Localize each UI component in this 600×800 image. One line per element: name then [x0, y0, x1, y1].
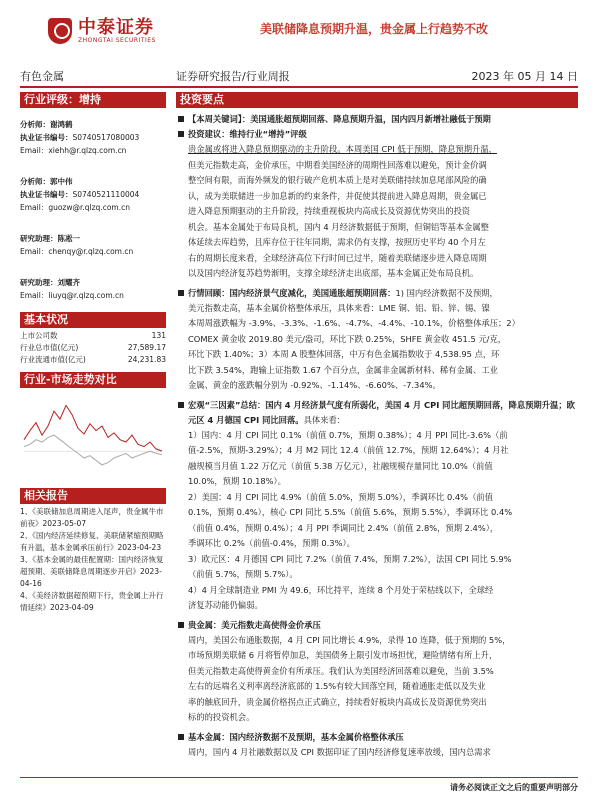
text-line: 但美元指数走高使得黄金价有所承压。我们认为美国经济回落难以避免，当前 3.5%	[188, 665, 494, 676]
email-value[interactable]: chenqy@r.qlzq.com.cn	[48, 247, 134, 256]
trend-chart	[20, 388, 166, 482]
advice-body	[176, 142, 578, 282]
subheader	[20, 68, 578, 82]
keywords-text: 【本周关键词】：美国通胀超预期回落、降息预期升温，国内四月新增社融低于预期	[188, 114, 491, 124]
bullet-advice	[176, 127, 578, 142]
text-line: 季调环比 0.2%（前值-0.4%，预期 0.3%）。	[188, 538, 355, 548]
report-link[interactable]: 4、《美经济数据超预期下行，贵金属上升行情延续》2023-04-09	[20, 591, 164, 612]
assistant-email	[20, 289, 166, 302]
cert-value: S0740521110004	[72, 190, 140, 199]
report-link[interactable]: 1、《美联储加息周期进入尾声，贵金属牛市前夜》2023-05-07	[20, 507, 164, 528]
text-line: 以及国内经济复苏趋势渐明，支撑全球经济走出底部，基本金属正处布局良机。	[188, 268, 479, 278]
left-column	[20, 92, 166, 614]
analyst-cert	[20, 188, 166, 201]
basic-value: 131	[151, 331, 166, 340]
bullet-base	[176, 730, 578, 745]
text-line: 融规模当月值 1.22 万亿元（前值 5.38 万亿元），社融规模存量同比 10.0%（前值	[188, 460, 493, 471]
text-line: 认，成为美联储进一步加息新的约束条件，并促使其提前进入降息周期，贵金属已	[188, 190, 487, 201]
basic-value: 24,231.83	[127, 355, 166, 364]
analyst-block	[20, 118, 166, 302]
logo-cn: 中泰证券	[78, 16, 154, 38]
assistant-email	[20, 245, 166, 258]
text-line: 2）美国：4 月 CPI 同比 4.9%（前值 5.0%，预期 5.0%），季调环比 0.4%（前值	[188, 491, 493, 502]
text-line: 市场预期美联储 6 月将暂停加息，美国债务上限引发市场担忧，避险情绪有所上升，	[188, 650, 498, 660]
section-bar: 投资要点	[176, 92, 578, 108]
macro-body	[176, 428, 578, 614]
text-line: 但美元指数走高，金价承压，中期看美国经济的周期性回落难以避免，预计金价调	[188, 159, 487, 170]
analyst-email	[20, 144, 166, 157]
basic-value: 27,589.17	[127, 343, 166, 352]
email-label: Email：	[20, 146, 49, 155]
report-link[interactable]: 2、《国内经济延续修复、美联储紧缩预期略有升温，基本金属承压前行》2023-04-23	[20, 531, 164, 552]
text-line: 周内，美国公布通胀数据，4 月 CPI 同比增长 4.9%，录得 10 连降，低于预期的 5%，	[188, 634, 511, 645]
footer-disclaimer: 请务必阅读正文之后的重要声明部分	[450, 783, 578, 792]
brand-logo	[48, 18, 156, 44]
text-line: 金属、黄金的涨跌幅分别为 -0.92%、-1.14%、-6.60%、-7.34%。	[188, 380, 441, 390]
text-line: 3）欧元区：4 月德国 CPI 同比 7.2%（前值 7.4%，预期 7.2%），法国 CPI 同比 5.9%	[188, 553, 512, 564]
email-value[interactable]: guozw@r.qlzq.com.cn	[48, 203, 130, 212]
assistant-name: 研究助理：刘耀齐	[20, 278, 80, 287]
text-line: 贵金属或将进入降息预期驱动的主升阶段。本周美国 CPI 低于预期，降息预期升温，	[188, 144, 497, 154]
email-value[interactable]: xiehh@r.qlzq.com.cn	[48, 146, 127, 155]
text-line: 值-2.5%，预期-3.29%）；4 月 M2 同比 12.4（前值 12.7%，预期 12.64%）；4 月社	[188, 445, 509, 455]
bullet-precious	[176, 618, 578, 633]
bullet-keywords	[176, 112, 578, 127]
text-line: 体延续去库趋势，且库存位于往年同期，需求仍有支撑，按照历史平均 40 个月左	[188, 237, 486, 247]
text-line: 比下跌 3.54%，跑输上证指数 1.67 个百分点，金属非金属新材料、稀有金属、工业	[188, 364, 498, 375]
basic-key: 上市公司数	[20, 331, 58, 340]
header-rule	[20, 86, 578, 88]
right-column	[176, 92, 578, 760]
industry: 有色金属	[20, 70, 64, 83]
basic-key: 行业流通市值(亿元)	[20, 355, 86, 364]
text-line: COMEX 黄金收 2019.80 美元/盎司，环比下跌 0.25%，SHFE 黄金收 451.5 元/克，	[188, 333, 507, 344]
series-line-1	[24, 435, 162, 465]
trend-chart-svg	[20, 388, 166, 482]
text-line: 率的触底回升，贵金属价格拐点正式确立，持续看好板块内高成长及资源优势突出	[188, 696, 487, 707]
bullet-macro	[176, 398, 578, 428]
text-line: 0.1%，预期 0.4%），核心 CPI 同比 5.5%（前值 5.6%，预期 5.5%），季调环比 0.4%	[188, 507, 513, 517]
report-date: 2023 年 05 月 14 日	[471, 70, 578, 83]
cert-label: 执业证书编号：	[20, 190, 73, 199]
text-line: 美元指数走高，基本金属价格整体承压，具体来看：LME 铜、铝、铅、锌、锡、镍	[188, 302, 490, 313]
text-line: 1）国内：4 月 CPI 同比 0.1%（前值 0.7%，预期 0.38%）；4 月 PPI 同比-3.6%（前	[188, 429, 508, 440]
reports-bar: 相关报告	[20, 488, 166, 504]
email-label: Email：	[20, 247, 49, 256]
series-line-0	[24, 405, 162, 451]
text-line: （前值 0.4%，预期 0.4%）；4 月 PPI 季调同比 2.4%（前值 2.8%，预期 2.4%），	[188, 522, 499, 533]
analyst-cert	[20, 131, 166, 144]
precious-title: 贵金属：美元指数走高使得金价承压	[188, 619, 321, 630]
text-line: 机会。基本金属处于布局良机，国内 4 月经济数据低于预期，但铜铝等基本金属整	[188, 221, 489, 232]
email-value[interactable]: liuyq@r.qlzq.com.cn	[48, 291, 124, 300]
text-line: 标的的投资机会。	[188, 712, 255, 722]
email-label: Email：	[20, 291, 49, 300]
footer-rule	[20, 777, 578, 778]
chart-bar: 行业-市场走势对比	[20, 372, 166, 388]
text-line: 左右的远端名义利率离经济底部的 1.5%有较大回落空间，随着通胀走低以及失业	[188, 681, 486, 691]
text-line: 整空间有限，而海外频发的银行破产危机本质上是对美联储持续加息尾部风险的确	[188, 175, 487, 185]
report-link[interactable]: 3、《基本金属的最佳配置期：国内经济恢复超预期、美联储降息周期逐步开启》2023-04-16	[20, 555, 164, 588]
basic-row	[20, 330, 166, 342]
bullet-market	[176, 286, 578, 301]
basic-bar: 基本状况	[20, 312, 166, 328]
text-line: 右的周期长度来看，全球经济高位下行时间已过半，随着美联储逐步进入降息周期	[188, 252, 487, 263]
related-reports	[20, 506, 166, 614]
market-title: 行情回顾：国内经济景气度减化，美国通胀超预期回落：	[188, 287, 396, 298]
text-line: 本周周涨跌幅为 -3.9%、-3.3%、-1.6%、-4.7%、-4.4%、-10.1%，价格整体承压；2）	[188, 318, 520, 328]
cert-value: S0740517080003	[72, 133, 140, 142]
analyst-name: 分析师：郭中伟	[20, 177, 73, 186]
macro-title: 宏观“三因素”总结：国内 4 月经济景气度有所弱化，美国 4 月 CPI 同比超预期回落，降息预期升温；欧元区 4 月德国 CPI 同比回落。	[188, 399, 575, 425]
assistant-name: 研究助理：陈凇一	[20, 234, 80, 243]
macro-tail: 具体来看：	[303, 414, 346, 425]
logo-mark-icon	[48, 18, 72, 44]
text-line: 济复苏动能仍偏弱。	[188, 600, 263, 610]
report-type: 证券研究报告/行业周报	[176, 70, 290, 83]
page-header	[0, 0, 600, 60]
analyst-name: 分析师：谢鸿鹤	[20, 120, 73, 129]
text-line: 4）4 月全球制造业 PMI 为 49.6，环比持平，连续 8 个月处于荣枯线以下，全球经	[188, 584, 494, 595]
basic-row	[20, 354, 166, 366]
basic-table	[20, 330, 166, 366]
report-title: 美联储降息预期升温，贵金属上行趋势不改	[260, 22, 489, 36]
text-line: 周内，国内 4 月社融数据以及 CPI 数据印证了国内经济修复速率放缓，国内总需求	[188, 746, 491, 757]
basic-row	[20, 342, 166, 354]
cert-label: 执业证书编号：	[20, 133, 73, 142]
advice-text: 投资建议：维持行业“增持”评级	[188, 129, 307, 139]
base-title: 基本金属：国内经济数据不及预期，基本金属价格整体承压	[188, 731, 404, 742]
text-line: 1) 国内经济数据不及预期，	[395, 287, 498, 298]
text-line: 进入降息预期驱动的主升阶段，持续重视板块内高成长及资源优势突出的投资	[188, 206, 471, 216]
text-line: 环比下跌 1.40%；3）本周 A 股整体回落，中万有色金属指数收于 4,538.95 点，环	[188, 349, 500, 359]
base-body	[176, 745, 578, 761]
basic-key: 行业总市值(亿元)	[20, 343, 79, 352]
text-line: （前值 5.7%，预期 5.7%）。	[188, 569, 298, 579]
email-label: Email：	[20, 203, 49, 212]
precious-body	[176, 633, 578, 726]
text-line: 10.0%，预期 10.18%）。	[188, 476, 286, 486]
logo-en: ZHONGTAI SECURITIES	[78, 36, 156, 44]
analyst-email	[20, 201, 166, 214]
rating-bar: 行业评级：增持	[20, 92, 166, 108]
market-body	[176, 301, 578, 394]
